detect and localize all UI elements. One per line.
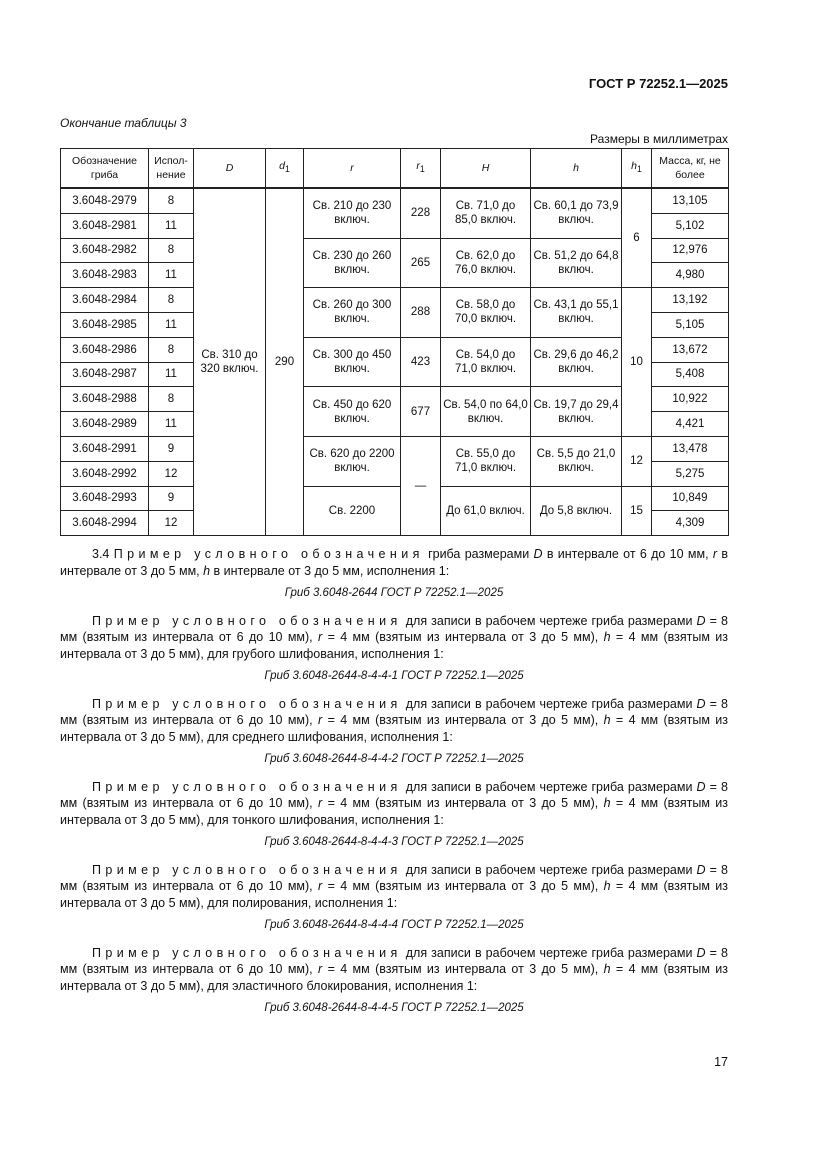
intro-paragraph [60, 546, 728, 579]
designation: Гриб 3.6048-2644-8-4-4-1 ГОСТ Р 72252.1—2025 [264, 670, 524, 682]
cell-mass: 5,105 [652, 312, 729, 337]
cell-variant: 12 [149, 461, 194, 486]
cell-code: 3.6048-2983 [61, 263, 149, 288]
cell-mass: 5,102 [652, 213, 729, 238]
col-header-h: h [531, 149, 622, 189]
col-header-r: r [304, 149, 401, 189]
cell-h1: 6 [622, 188, 652, 288]
cell-r1: 423 [401, 337, 441, 387]
col-header-d1-subscript: 1 [284, 164, 290, 175]
document-standard-header: ГОСТ Р 72252.1—2025 [588, 76, 728, 91]
designation: Гриб 3.6048-2644-8-4-4-5 ГОСТ Р 72252.1—2025 [264, 1002, 524, 1014]
cell-code: 3.6048-2984 [61, 288, 149, 313]
cell-variant: 8 [149, 188, 194, 213]
example-paragraph [60, 779, 728, 829]
text-fragment: для записи в рабочем чертеже гриба размерами [401, 613, 697, 628]
cell-D-merged: Св. 310 до 320 включ. [194, 188, 266, 536]
cell-variant: 11 [149, 312, 194, 337]
cell-r: Св. 210 до 230 включ. [304, 188, 401, 238]
cell-mass: 4,309 [652, 511, 729, 536]
cell-variant: 12 [149, 511, 194, 536]
cell-h: Св. 43,1 до 55,1 включ. [531, 288, 622, 338]
text-fragment: = 4 мм (взятым из интервала от 3 до 5 мм), [60, 713, 728, 744]
col-header-variant: Испол-нение [149, 149, 194, 189]
symbol-h: h [603, 630, 611, 644]
text-fragment: в интервале от 6 до 10 мм, [542, 547, 709, 561]
cell-code: 3.6048-2989 [61, 412, 149, 437]
text-fragment: = 4 мм (взятым из интервала от 3 до 5 мм), [322, 630, 604, 644]
cell-variant: 9 [149, 436, 194, 461]
cell-r: Св. 230 до 260 включ. [304, 238, 401, 288]
cell-h1: 12 [622, 436, 652, 486]
cell-variant: 8 [149, 387, 194, 412]
col-header-H: H [441, 149, 531, 189]
cell-variant: 11 [149, 362, 194, 387]
cell-mass: 4,421 [652, 412, 729, 437]
cell-H: Св. 54,0 по 64,0 включ. [441, 387, 531, 437]
example-label: Пример условного обозначения [92, 613, 402, 628]
text-fragment: для записи в рабочем чертеже гриба размерами [401, 945, 697, 960]
cell-variant: 9 [149, 486, 194, 511]
cell-mass: 13,672 [652, 337, 729, 362]
table-row [61, 436, 729, 461]
cell-code: 3.6048-2992 [61, 461, 149, 486]
text-fragment: = 8 мм (взятым из интервала от 6 до 10 мм), [60, 862, 728, 893]
symbol-D: D [696, 696, 706, 711]
cell-mass: 13,192 [652, 288, 729, 313]
example-label: Пример условного обозначения [92, 945, 402, 960]
cell-code: 3.6048-2979 [61, 188, 149, 213]
text-fragment: для записи в рабочем чертеже гриба размерами [401, 862, 697, 877]
example-label: Пример условного обозначения [92, 862, 402, 877]
text-fragment: для эластичного блокирования, исполнения 1: [207, 978, 478, 993]
symbol-D: D [696, 779, 706, 794]
col-header-D: D [194, 149, 266, 189]
text-fragment: = 4 мм (взятым из интервала от 3 до 5 мм), [60, 630, 728, 661]
cell-r: Св. 260 до 300 включ. [304, 288, 401, 338]
example-label: Пример условного обозначения [92, 779, 402, 794]
cell-H: До 61,0 включ. [441, 486, 531, 536]
col-header-mass: Масса, кг, не более [652, 149, 729, 189]
symbol-h: h [603, 796, 611, 810]
text-fragment: = 4 мм (взятым из интервала от 3 до 5 мм), [60, 879, 728, 910]
designation: Гриб 3.6048-2644-8-4-4-3 ГОСТ Р 72252.1—2025 [264, 836, 524, 848]
text-fragment: = 4 мм (взятым из интервала от 3 до 5 мм), [60, 796, 728, 827]
symbol-D: D [533, 547, 543, 561]
table-header-row [61, 149, 729, 189]
cell-h: До 5,8 включ. [531, 486, 622, 536]
example-paragraph [60, 613, 728, 663]
text-fragment: для тонкого шлифования, исполнения 1: [207, 812, 444, 827]
cell-code: 3.6048-2988 [61, 387, 149, 412]
cell-code: 3.6048-2987 [61, 362, 149, 387]
text-fragment: в интервале от 3 до 5 мм, [60, 547, 728, 578]
cell-mass: 5,275 [652, 461, 729, 486]
cell-r1-dash: — [401, 436, 441, 535]
table-row [61, 288, 729, 313]
text-fragment: в интервале от 3 до 5 мм, исполнения 1: [210, 563, 450, 578]
text-fragment: = 4 мм (взятым из интервала от 3 до 5 мм), [322, 879, 604, 893]
example-paragraph [60, 862, 728, 912]
symbol-h: h [603, 879, 611, 893]
symbol-r: r [318, 879, 323, 893]
symbol-r: r [318, 962, 323, 976]
symbol-r: r [318, 630, 323, 644]
text-fragment: = 8 мм (взятым из интервала от 6 до 10 мм), [60, 779, 728, 810]
example-label: Пример условного обозначения [113, 547, 424, 561]
text-fragment: = 8 мм (взятым из интервала от 6 до 10 мм), [60, 945, 728, 976]
col-header-h1: $h_1$ [622, 149, 652, 189]
cell-d1-merged: 290 [266, 188, 304, 536]
cell-code: 3.6048-2994 [61, 511, 149, 536]
symbol-D: D [696, 862, 706, 877]
symbol-h: h [203, 563, 211, 578]
text-fragment: гриба размерами [423, 547, 534, 561]
cell-mass: 10,849 [652, 486, 729, 511]
cell-h1: 15 [622, 486, 652, 536]
text-fragment: = 8 мм (взятым из интервала от 6 до 10 мм), [60, 696, 728, 727]
dimensions-table [60, 148, 729, 536]
example-paragraph [60, 945, 728, 995]
example-paragraph [60, 696, 728, 746]
cell-r: Св. 450 до 620 включ. [304, 387, 401, 437]
cell-code: 3.6048-2993 [61, 486, 149, 511]
cell-mass: 13,478 [652, 436, 729, 461]
text-fragment: = 4 мм (взятым из интервала от 3 до 5 мм), [322, 962, 604, 976]
cell-variant: 11 [149, 213, 194, 238]
cell-h: Св. 5,5 до 21,0 включ. [531, 436, 622, 486]
units-note: Размеры в миллиметрах [590, 132, 728, 146]
cell-r1: 228 [401, 188, 441, 238]
col-header-r1-subscript: 1 [419, 164, 425, 175]
cell-H: Св. 62,0 до 76,0 включ. [441, 238, 531, 288]
text-fragment: для грубого шлифования, исполнения 1: [207, 646, 444, 661]
designation: Гриб 3.6048-2644 ГОСТ Р 72252.1—2025 [284, 587, 504, 599]
cell-variant: 8 [149, 288, 194, 313]
table-row [61, 188, 729, 213]
col-header-r1: $r_1$ [401, 149, 441, 189]
cell-r1: 265 [401, 238, 441, 288]
col-header-designation: Обозначение гриба [61, 149, 149, 189]
text-fragment: = 4 мм (взятым из интервала от 3 до 5 мм), [60, 962, 728, 993]
text-fragment: = 4 мм (взятым из интервала от 3 до 5 мм), [322, 713, 604, 727]
cell-r: Св. 620 до 2200 включ. [304, 436, 401, 486]
text-fragment: = 4 мм (взятым из интервала от 3 до 5 мм), [322, 796, 604, 810]
symbol-h: h [603, 713, 611, 727]
text-fragment: для среднего шлифования, исполнения 1: [207, 729, 453, 744]
page-number: 17 [714, 1055, 728, 1069]
section-number: 3.4 [92, 547, 110, 561]
cell-h1: 10 [622, 288, 652, 437]
cell-H: Св. 58,0 до 70,0 включ. [441, 288, 531, 338]
cell-H: Св. 54,0 до 71,0 включ. [441, 337, 531, 387]
cell-variant: 8 [149, 238, 194, 263]
cell-mass: 10,922 [652, 387, 729, 412]
table-row [61, 486, 729, 511]
symbol-D: D [696, 613, 706, 628]
cell-h: Св. 19,7 до 29,4 включ. [531, 387, 622, 437]
cell-H: Св. 71,0 до 85,0 включ. [441, 188, 531, 238]
cell-mass: 5,408 [652, 362, 729, 387]
cell-variant: 8 [149, 337, 194, 362]
designation: Гриб 3.6048-2644-8-4-4-2 ГОСТ Р 72252.1—2025 [264, 753, 524, 765]
example-label: Пример условного обозначения [92, 696, 402, 711]
col-header-h1-subscript: 1 [636, 164, 642, 175]
cell-code: 3.6048-2985 [61, 312, 149, 337]
text-fragment: для полирования, исполнения 1: [207, 895, 398, 910]
symbol-D: D [696, 945, 706, 960]
designation: Гриб 3.6048-2644-8-4-4-4 ГОСТ Р 72252.1—2025 [264, 919, 524, 931]
cell-code: 3.6048-2991 [61, 436, 149, 461]
cell-h: Св. 51,2 до 64,8 включ. [531, 238, 622, 288]
cell-mass: 4,980 [652, 263, 729, 288]
cell-code: 3.6048-2982 [61, 238, 149, 263]
cell-h: Св. 60,1 до 73,9 включ. [531, 188, 622, 238]
cell-r1: 288 [401, 288, 441, 338]
cell-variant: 11 [149, 263, 194, 288]
cell-code: 3.6048-2981 [61, 213, 149, 238]
text-fragment: для записи в рабочем чертеже гриба размерами [401, 696, 697, 711]
examples-section [60, 546, 728, 1028]
cell-code: 3.6048-2986 [61, 337, 149, 362]
cell-mass: 13,105 [652, 188, 729, 213]
cell-r: Св. 2200 [304, 486, 401, 536]
cell-h: Св. 29,6 до 46,2 включ. [531, 337, 622, 387]
cell-H: Св. 55,0 до 71,0 включ. [441, 436, 531, 486]
symbol-h: h [603, 962, 611, 976]
cell-r1: 677 [401, 387, 441, 437]
cell-mass: 12,976 [652, 238, 729, 263]
cell-r: Св. 300 до 450 включ. [304, 337, 401, 387]
text-fragment: для записи в рабочем чертеже гриба размерами [401, 779, 697, 794]
text-fragment: = 8 мм (взятым из интервала от 6 до 10 мм), [60, 613, 728, 644]
symbol-r: r [318, 713, 323, 727]
table-caption: Окончание таблицы 3 [60, 116, 187, 130]
col-header-d1: $d_1$ [266, 149, 304, 189]
symbol-r: r [712, 547, 718, 561]
symbol-r: r [318, 796, 323, 810]
cell-variant: 11 [149, 412, 194, 437]
